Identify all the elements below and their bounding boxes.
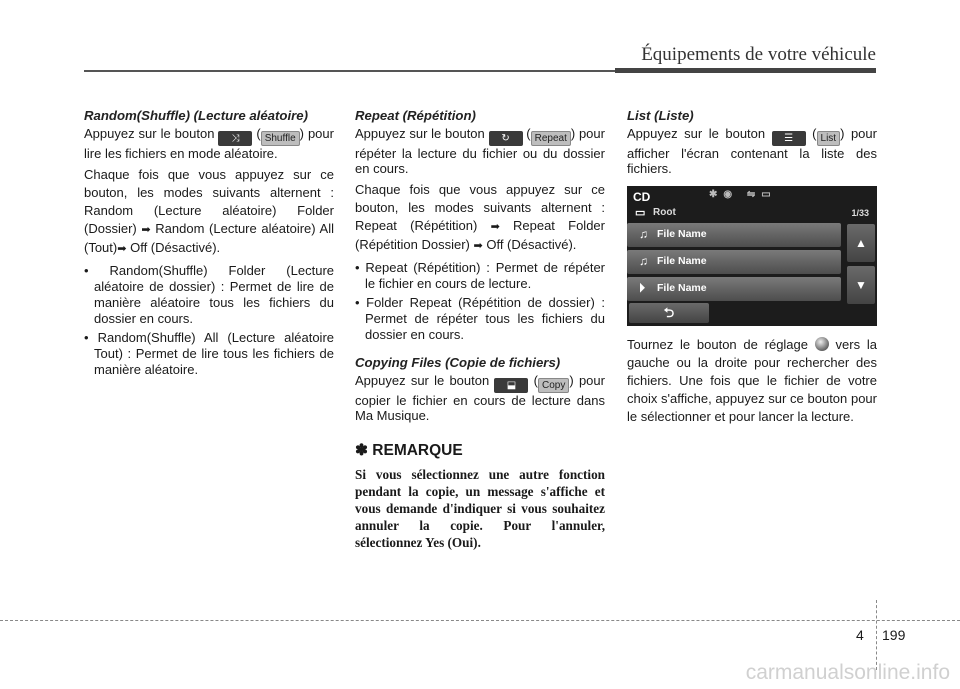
note-title: ✽ REMARQUE (355, 442, 463, 459)
section-title-repeat: Repeat (Répétition) (355, 108, 476, 123)
tune-knob-icon (815, 337, 829, 351)
list-intro-text-2: pour afficher l'écran contenant la liste des fichiers. (627, 126, 877, 176)
repeat-icon: ↻ (489, 131, 523, 146)
repeat-modes-text-3: Off (Désactivé). (486, 237, 577, 252)
repeat-modes (355, 181, 605, 255)
section-title-list: List (Liste) (627, 108, 694, 123)
column-list (627, 108, 877, 431)
page-header-title: Équipements de votre véhicule (641, 44, 876, 65)
copy-icon: ⬓ (494, 378, 528, 393)
file-name: File Name (657, 282, 707, 294)
file-row (627, 277, 841, 301)
shuffle-intro: Appuyez sur le bouton ⤨ ( Shuffle ) pour lire les fichiers en mode aléatoire. (84, 126, 334, 161)
tune-text-2: vers la gauche ou la droite pour rechercher des fichiers. Une fois que le fichier de votre choix s'affiche, appuyez sur ce bouton pour le sélectionner et pour lancer la lecture. (627, 337, 877, 424)
list-item: • Random(Shuffle) All (Lecture aléatoire Tout) : Permet de lire tous les fichiers de manière aléatoire. (84, 330, 334, 378)
chapter-number: 4 (856, 627, 864, 643)
folder-name: Root (653, 207, 676, 218)
file-name: File Name (657, 255, 707, 267)
screen-source: CD (633, 190, 651, 204)
shuffle-modes (84, 166, 334, 258)
shuffle-modes-text-2: Random (Lecture aléatoire) All (Tout) (84, 221, 334, 255)
list-screen-image (627, 186, 877, 326)
tune-instructions (627, 336, 877, 426)
copy-intro-text-2: pour copier le fichier en cours de lecture dans Ma Musique. (355, 373, 605, 423)
shuffle-intro-text: Appuyez sur le bouton (84, 126, 215, 141)
scroll-down-icon: ▼ (847, 266, 875, 304)
music-note-icon: ♫ (639, 254, 648, 268)
folder-row (633, 206, 869, 222)
section-title-copy: Copying Files (Copie de fichiers) (355, 355, 561, 370)
shuffle-bullets (84, 263, 334, 378)
repeat-modes-text: Chaque fois que vous appuyez sur ce bouton, les modes suivants alternent : Repeat (Répétition) (355, 182, 605, 233)
play-icon: ⏵ (639, 281, 646, 295)
file-name: File Name (657, 228, 707, 240)
copy-intro: Appuyez sur le bouton ⬓ ( Copy ) pour copier le fichier en cours de lecture dans Ma Musique. (355, 373, 605, 423)
watermark: carmanualsonline.info (745, 661, 950, 684)
file-count: 1/33 (851, 208, 869, 218)
tune-text: Tournez le bouton de réglage (627, 337, 809, 352)
list-item: • Folder Repeat (Répétition de dossier) : Permet de répéter tous les fichiers du dossier en cours. (355, 295, 605, 343)
column-shuffle (84, 108, 334, 383)
shuffle-button-label: Shuffle (261, 131, 300, 146)
status-icons: ✱◉ ⇋▭ (709, 189, 777, 200)
arrow-icon: ➡ (141, 224, 151, 236)
list-intro-text: Appuyez sur le bouton (627, 126, 766, 141)
list-button-label: List (817, 131, 841, 146)
footer-divider (876, 600, 877, 670)
shuffle-icon: ⤨ (218, 131, 252, 146)
arrow-icon: ➡ (473, 240, 483, 252)
repeat-intro-text: Appuyez sur le bouton (355, 126, 485, 141)
repeat-intro: Appuyez sur le bouton ↻ ( Repeat ) pour répéter la lecture du fichier ou du dossier en cours. (355, 126, 605, 176)
section-title-shuffle: Random(Shuffle) (Lecture aléatoire) (84, 108, 308, 123)
list-intro: Appuyez sur le bouton ☰ ( List ) pour afficher l'écran contenant la liste des fichiers. (627, 126, 877, 176)
repeat-modes-text-2: Repeat Folder (Répétition Dossier) (355, 218, 605, 252)
file-row (627, 250, 841, 274)
shuffle-intro-text-2: pour lire les fichiers en mode aléatoire. (84, 126, 334, 161)
arrow-icon: ➡ (490, 221, 500, 233)
arrow-icon: ➡ (117, 243, 127, 255)
list-icon: ☰ (772, 131, 806, 146)
music-note-icon: ♫ (639, 227, 648, 241)
footer-rule (0, 620, 960, 621)
repeat-intro-text-2: pour répéter la lecture du fichier ou du dossier en cours. (355, 126, 605, 176)
file-row (627, 223, 841, 247)
header-rule-accent (615, 68, 876, 73)
column-repeat (355, 108, 605, 551)
shuffle-modes-text: Chaque fois que vous appuyez sur ce bouton, les modes suivants alternent : Random (Lecture aléatoire) Folder (Dossier) (84, 167, 334, 236)
shuffle-modes-text-3: Off (Désactivé). (130, 240, 221, 255)
repeat-button-label: Repeat (531, 131, 571, 146)
page-number: 199 (882, 627, 906, 643)
copy-intro-text: Appuyez sur le bouton (355, 373, 490, 388)
note-body: Si vous sélectionnez une autre fonction pendant la copie, un message s'affiche et vous demande d'indiquer si vous souhaitez annuler la copie. Pour l'annuler, sélectionnez Yes (Oui). (355, 467, 605, 550)
repeat-bullets (355, 260, 605, 343)
back-icon: ⮌ (629, 303, 709, 323)
copy-button-label: Copy (538, 378, 569, 393)
list-item: • Repeat (Répétition) : Permet de répéter le fichier en cours de lecture. (355, 260, 605, 292)
list-item: • Random(Shuffle) Folder (Lecture aléatoire de dossier) : Permet de lire de manière aléatoire tous les fichiers du dossier en cours. (84, 263, 334, 327)
folder-icon: ▭ (635, 207, 646, 219)
scroll-up-icon: ▲ (847, 224, 875, 262)
